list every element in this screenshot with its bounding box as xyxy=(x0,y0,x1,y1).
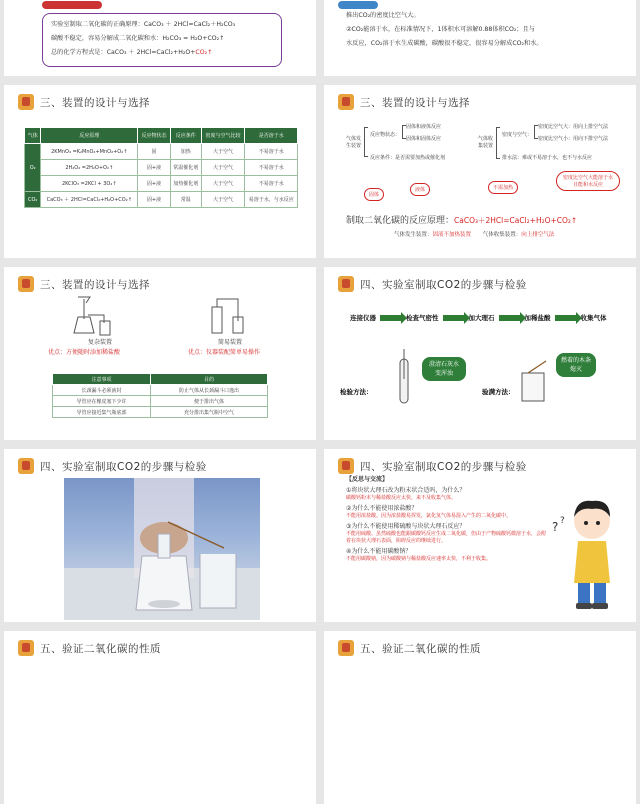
table-row: CO₂ CaCO₃ ＋ 2HCl=CaCl₂+H₂O+CO₂↑ 固+液 常温 大于空气 易溶于水，与水反应 xyxy=(25,192,298,208)
book-logo-icon xyxy=(338,94,354,110)
question: ③为什么不能使用稀硫酸与块状大理石反应？ xyxy=(346,523,466,530)
step: 加大理石 xyxy=(468,314,495,322)
step: 检查气密性 xyxy=(406,314,439,322)
table-row: 2H₂O₂ =2H₂O+O₂↑ 固+液 常温催化剂 大于空气 不易溶于水 xyxy=(25,160,298,176)
decor-bar xyxy=(42,1,102,9)
test-tube-icon xyxy=(394,349,414,405)
complex-apparatus-icon xyxy=(70,293,140,337)
question: ②为什么不能使用浓盐酸？ xyxy=(346,505,418,512)
complex-apparatus-pro: 优点：方便随时添加稀盐酸 xyxy=(48,349,121,356)
thinking-boy-icon xyxy=(552,491,624,615)
book-logo-icon xyxy=(18,94,34,110)
full-result: 燃着的木条熄灭 xyxy=(556,353,596,377)
slide-title: 四、实验室制取CO2的步骤与检验 xyxy=(360,460,527,473)
reaction-line-3: 总的化学方程式是：CaCO₃ ＋ 2HCl=CaCl₂+H₂O+CO₂↑ xyxy=(51,49,213,56)
slide-title: 三、装置的设计与选择 xyxy=(40,96,150,109)
arrow-right-icon xyxy=(555,315,577,321)
book-logo-icon xyxy=(338,276,354,292)
check-result: 澄清石灰水变浑浊 xyxy=(422,357,466,381)
book-logo-icon xyxy=(18,458,34,474)
slide-header xyxy=(18,93,150,111)
reaction-line-1: 实验室制取二氧化碳的正确原理：CaCO₃ ＋ 2HCl=CaCl₂＋H₂CO₃ xyxy=(51,21,236,28)
book-logo-icon xyxy=(18,640,34,656)
table-row: 2KClO₃ =2KCl + 3O₂↑ 固+液 加热催化剂 大于空气 不易溶于水 xyxy=(25,176,298,192)
slide-header xyxy=(18,639,161,657)
bubble-solid: 固体 xyxy=(364,188,384,201)
slide-title: 三、装置的设计与选择 xyxy=(40,278,150,291)
table-row: O₂ 2KMnO₄ =K₂MnO₄+MnO₂+O₂↑ 固 加热 大于空气 不易溶于水 xyxy=(25,144,298,160)
question: ①将块状大理石改为粉末状合适吗，为什么？ xyxy=(346,487,466,494)
slide-title: 五、验证二氧化碳的性质 xyxy=(40,642,161,655)
step: 收集气体 xyxy=(580,314,607,322)
gas-jar-icon xyxy=(518,359,548,403)
svg-text:?: ? xyxy=(552,520,559,534)
slide-9[interactable] xyxy=(4,631,316,804)
bubble-liquid: 液体 xyxy=(410,183,430,196)
apparatus-tree: 气体发生装置 反应物状态： 固体和液体反应 固体和固体反应 反应条件：是否需要加热或催化剂 气体收集装置 密度与空气： 密度比空气大：用向上排空气法 密度比空气小：用向下排空气法 排水法：难或不易溶于水，也不与水反应 xyxy=(346,124,609,161)
experiment-photo xyxy=(64,478,260,620)
slide-10[interactable] xyxy=(324,631,636,804)
reaction-box xyxy=(42,13,282,67)
answer: 碳酸钙粉末与稀盐酸反应太快，来不及收集气体。 xyxy=(346,495,457,501)
step: 加稀盐酸 xyxy=(524,314,551,322)
property-text: 推出CO₂的密度比空气大。 ②CO₂能溶于水，在标准情况下，1体积水可溶解0.88体积CO₂；且与 水反应，CO₂溶于水生成碳酸，碳酸很不稳定，很容易分解成CO₂和水。 xyxy=(346,12,543,47)
full-label: 验满方法： xyxy=(482,388,515,396)
slide-7[interactable] xyxy=(4,449,316,622)
slide-header xyxy=(338,93,470,111)
bubble-density: 密度比空气大能溶于水且能和水反应 xyxy=(556,171,620,191)
bubble-no-heat: 不需加热 xyxy=(488,181,518,194)
table-row: 导管应接近集气瓶底部 充分排出集气瓶中空气 xyxy=(53,407,268,418)
answer: 不能用碳酸钠，因为碳酸钠与稀盐酸反应速率太快，不利于收集。 xyxy=(346,556,492,562)
arrow-right-icon xyxy=(443,315,465,321)
table-row: 导管应在橡皮塞下少许 便于排出气体 xyxy=(53,396,268,407)
reaction-principle: 制取二氧化碳的反应原理：CaCO₃＋2HCl=CaCl₂+H₂O+CO₂↑ xyxy=(346,216,578,226)
simple-apparatus-label: 简易装置 xyxy=(218,339,243,346)
slide-4[interactable] xyxy=(324,85,636,258)
simple-apparatus-icon xyxy=(204,293,254,337)
decor-bar xyxy=(338,1,378,9)
slide-header xyxy=(18,457,207,475)
arrow-right-icon xyxy=(380,315,402,321)
apparatus-summary: 气体发生装置：固液不加热装置 气体收集装置：向上排空气法 xyxy=(394,232,555,238)
slide-header xyxy=(338,275,527,293)
arrow-right-icon xyxy=(499,315,521,321)
answer: 不能用浓盐酸。因为浓盐酸易挥发，氯化氢气体易混入产生的二氧化碳中。 xyxy=(346,513,512,519)
question: ④为什么不能用碳酸钠？ xyxy=(346,548,412,555)
table-row: 长颈漏斗必须液封 防止气体从长颈漏斗口逸出 xyxy=(53,385,268,396)
slide-6[interactable] xyxy=(324,267,636,440)
step: 连接仪器 xyxy=(350,314,376,322)
slide-header xyxy=(338,639,481,657)
slide-title: 四、实验室制取CO2的步骤与检验 xyxy=(40,460,207,473)
slide-title: 五、验证二氧化碳的性质 xyxy=(360,642,481,655)
book-logo-icon xyxy=(338,640,354,656)
complex-apparatus-label: 复杂装置 xyxy=(88,339,113,346)
book-logo-icon xyxy=(18,276,34,292)
reflection-qa xyxy=(346,475,546,563)
slide-title: 四、实验室制取CO2的步骤与检验 xyxy=(360,278,527,291)
slide-title: 三、装置的设计与选择 xyxy=(360,96,470,109)
slide-header xyxy=(18,275,150,293)
notes-table: 注意事项 目的 长颈漏斗必须液封 防止气体从长颈漏斗口逸出 导管应在橡皮塞下少许 便于排出气体 导管应接近集气瓶底部 充分排出集气瓶中空气 xyxy=(52,373,268,418)
slide-header xyxy=(338,457,527,475)
simple-apparatus-pro: 优点：仪器装配简单易操作 xyxy=(188,349,261,356)
book-logo-icon xyxy=(338,458,354,474)
slide-5[interactable] xyxy=(4,267,316,440)
answer: 不能用硫酸。虽然硫酸也能跟碳酸钙反应生成二氧化碳，但由于产物硫酸钙微溶于水，会附着在块状大理石表面，阻碍反应的继续进行。 xyxy=(346,531,547,544)
slide-3[interactable] xyxy=(4,85,316,258)
reaction-table: 气体 反应原理 反应物状态 反应条件 密度与空气比较 是否溶于水 O₂ 2KMnO₄ =K₂MnO₄+MnO₂+O₂↑ 固 加热 大于空气 不易溶于水 2H₂O₂ =2H₂O+O₂↑ 固+液 常温催化剂 大于空气 不易溶于水 2KClO₃ =2KCl + 3O₂↑ 固+液 加热催化剂 大于空气 不易溶于水 CO₂ CaCO₃ ＋ 2HCl=CaCl₂+H₂O+CO₂↑ 固+液 常温 大于空气 易溶于水，与水反应 xyxy=(24,127,298,208)
lab-scene-image xyxy=(64,478,260,620)
procedure-steps xyxy=(350,313,620,322)
slide-1[interactable] xyxy=(4,0,316,76)
check-label: 检验方法： xyxy=(340,388,373,396)
svg-text:?: ? xyxy=(560,516,565,526)
slide-8[interactable] xyxy=(324,449,636,622)
reaction-line-2: 碳酸不稳定，容易分解成二氧化碳和水：H₂CO₃ = H₂O+CO₂↑ xyxy=(51,35,225,42)
qa-heading: 【反思与交流】 xyxy=(346,476,389,483)
slide-2[interactable] xyxy=(324,0,636,76)
